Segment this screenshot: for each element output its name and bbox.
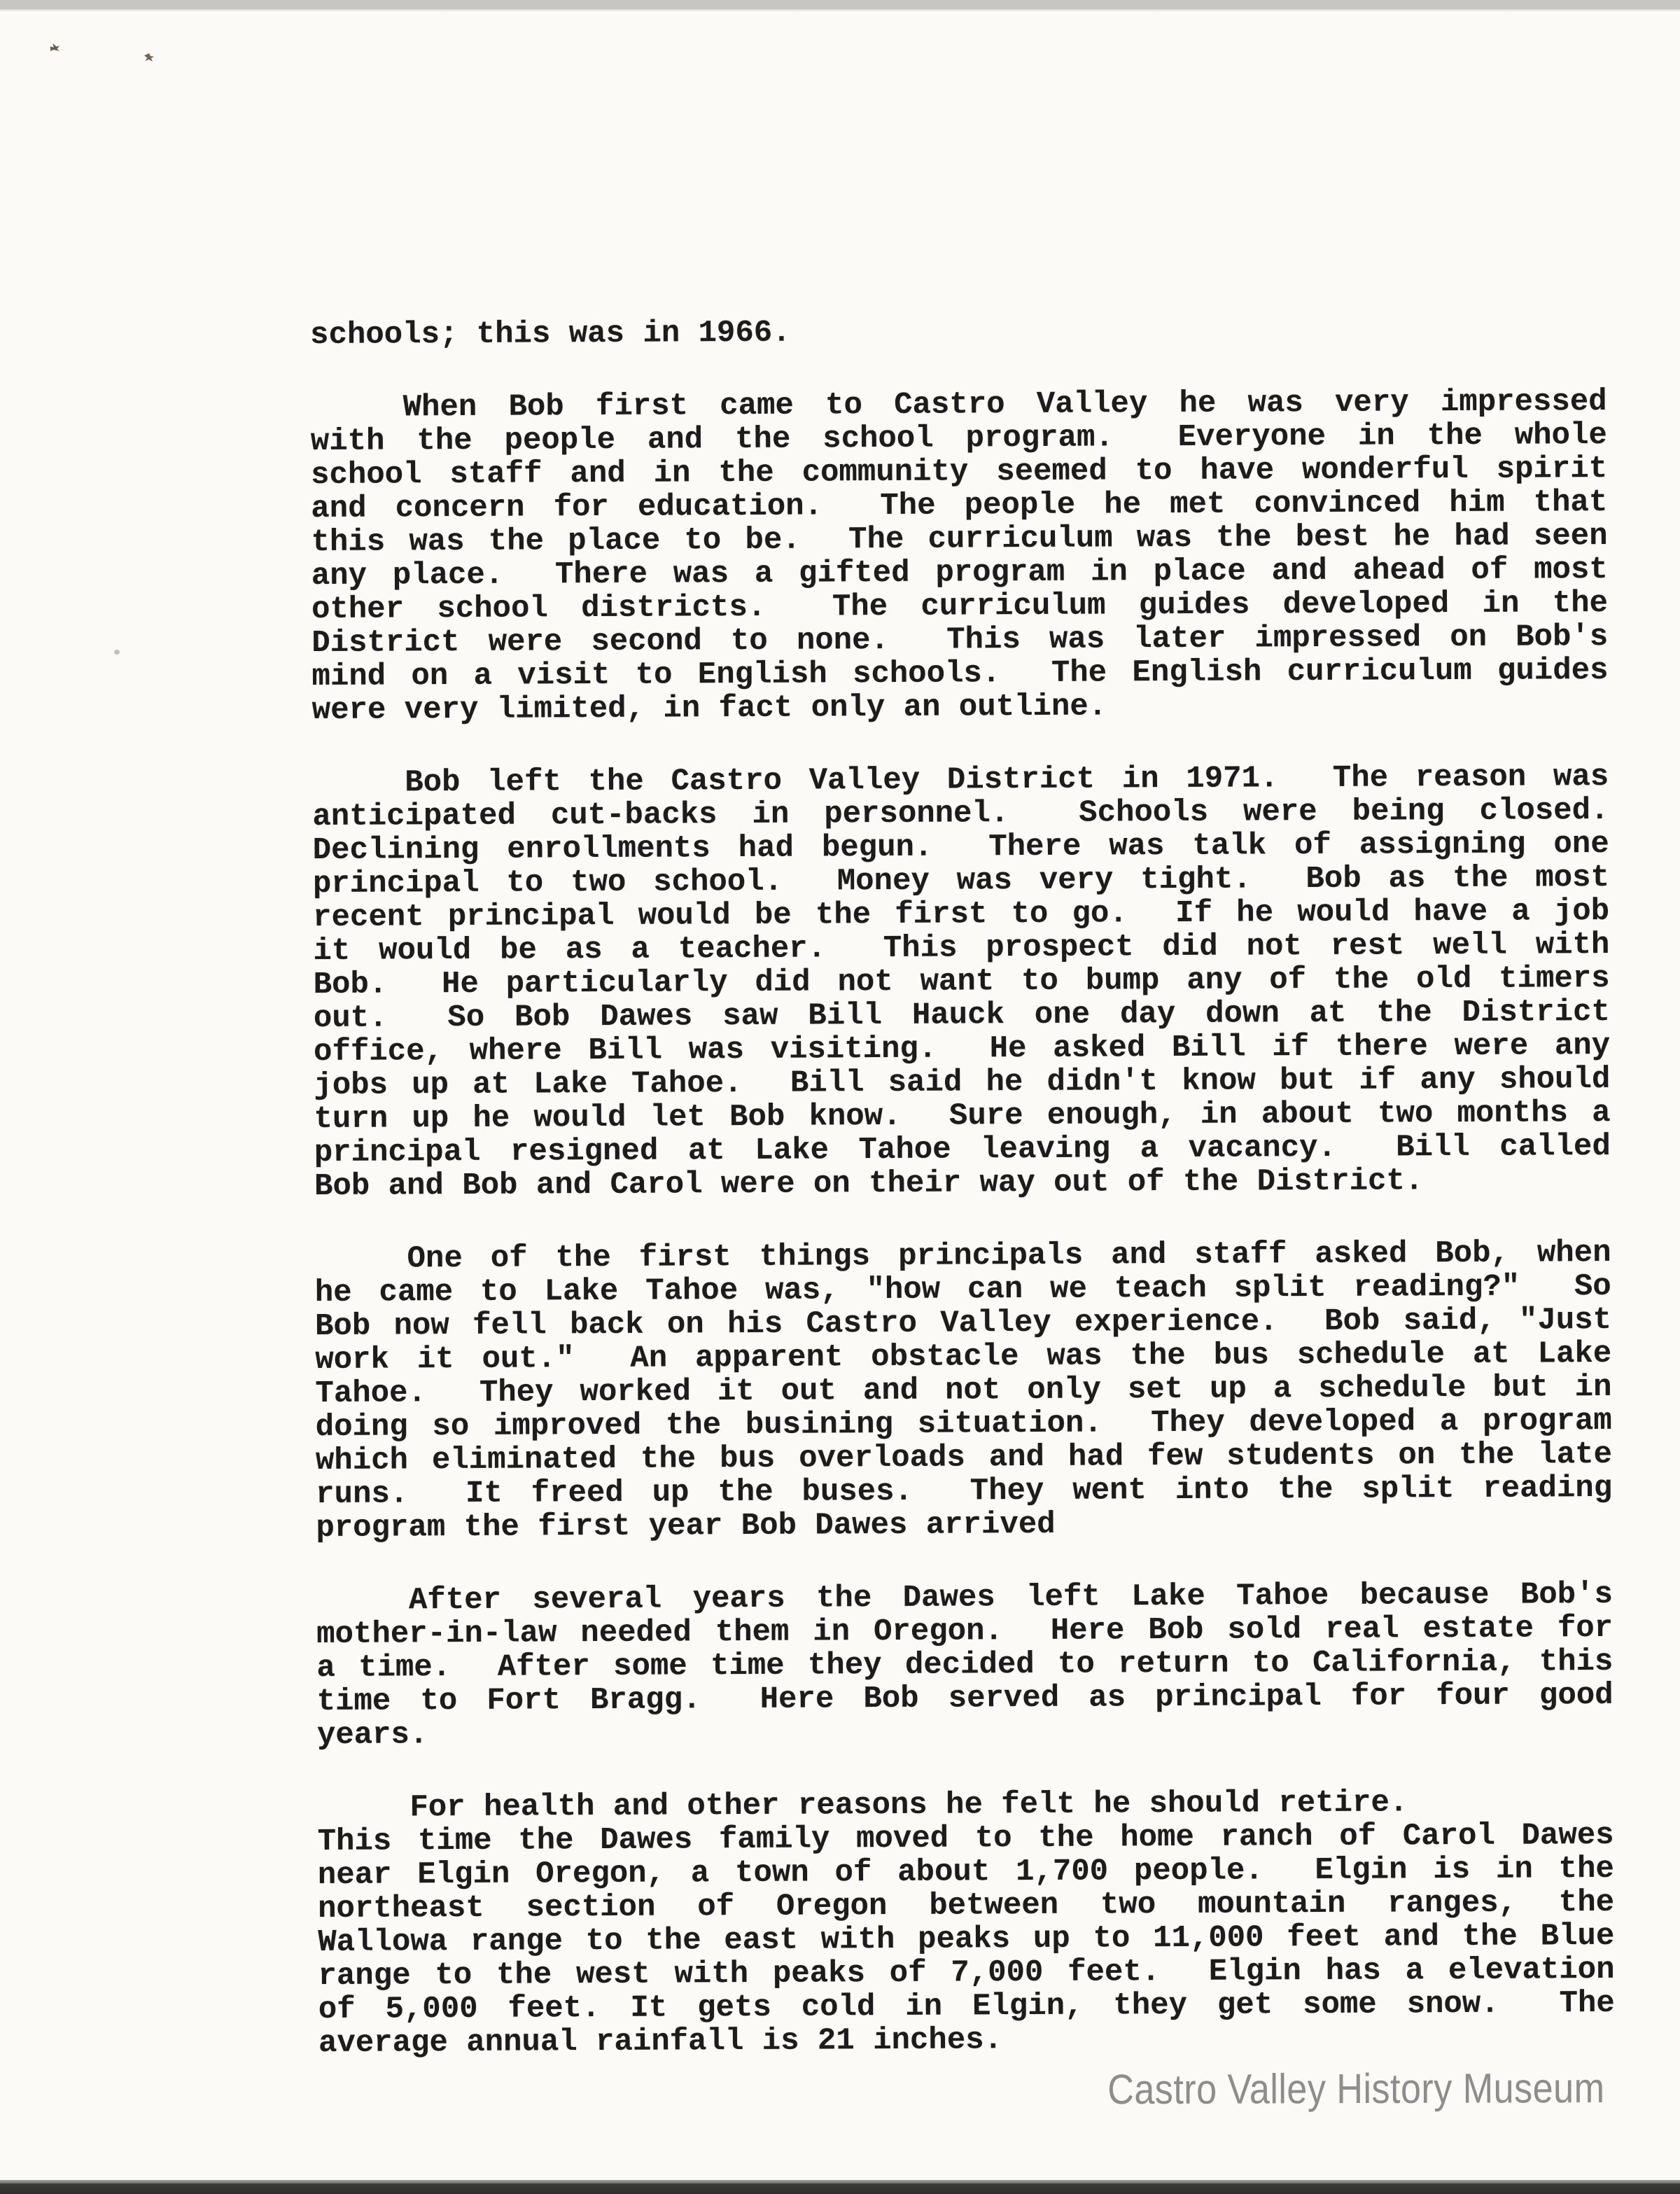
text-line: and concern for education. The people he met convinced him that xyxy=(311,484,1608,526)
text-line: range to the west with peaks of 7,000 feet. Elgin has a elevation xyxy=(318,1952,1615,1994)
text-line: out. So Bob Dawes saw Bill Hauck one day down at the District xyxy=(313,994,1610,1036)
text-line: any place. There was a gifted program in place and ahead of most xyxy=(311,552,1608,594)
text-line: principal to two school. Money was very tight. Bob as the most xyxy=(312,860,1610,902)
text-line: Bob left the Castro Valley District in 1971. The reason was xyxy=(405,759,1609,801)
paragraph xyxy=(312,760,1611,1203)
text-line: runs. It freed up the buses. They went into the split reading xyxy=(316,1470,1613,1512)
scan-top-edge xyxy=(0,0,1680,9)
text-line: Bob now fell back on his Castro Valley experience. Bob said, "Just xyxy=(314,1302,1612,1344)
paragraph xyxy=(316,1578,1614,1752)
text-line: near Elgin Oregon, a town of about 1,700 people. Elgin is in the xyxy=(317,1851,1614,1893)
paragraph xyxy=(311,385,1609,727)
typewritten-text-block xyxy=(310,312,1615,2060)
text-line: turn up he would let Bob know. Sure enough, in about two months a xyxy=(314,1095,1611,1137)
text-line: doing so improved the busining situation. They developed a program xyxy=(315,1403,1612,1445)
text-line: anticipated cut-backs in personnel. Schools were being closed. xyxy=(312,792,1609,834)
text-line: time to Fort Bragg. Here Bob served as principal for four good xyxy=(316,1677,1614,1719)
text-line: which eliminated the bus overloads and had few students on the late xyxy=(315,1437,1613,1479)
text-line: he came to Lake Tahoe was, "how can we teach split reading?" So xyxy=(314,1269,1611,1311)
text-line: other school districts. The curriculum guides developed in the xyxy=(311,585,1609,627)
text-line: After several years the Dawes left Lake Tahoe because Bob's xyxy=(408,1577,1614,1619)
text-line: program the first year Bob Dawes arrived xyxy=(316,1507,1056,1546)
text-line: this was the place to be. The curriculum was the best he had seen xyxy=(311,518,1608,560)
scan-bottom-edge xyxy=(0,2180,1680,2194)
text-line: with the people and the school program. Everyone in the whole xyxy=(310,417,1607,459)
paragraph xyxy=(317,1785,1615,2060)
text-line: Tahoe. They worked it out and not only set up a schedule but in xyxy=(315,1369,1612,1411)
text-line: jobs up at Lake Tahoe. Bill said he didn't know but if any should xyxy=(314,1061,1611,1103)
text-line: One of the first things principals and staff asked Bob, when xyxy=(407,1235,1611,1277)
text-line: schools; this was in 1966. xyxy=(309,315,791,353)
text-line: it would be as a teacher. This prospect did not rest well with xyxy=(313,927,1610,969)
text-line: northeast section of Oregon between two mountain ranges, the xyxy=(317,1885,1615,1927)
paragraph xyxy=(314,1236,1612,1545)
text-line: Bob and Bob and Carol were on their way out of the District. xyxy=(314,1164,1424,1204)
text-line: work it out." An apparent obstacle was the bus schedule at Lake xyxy=(315,1336,1612,1378)
text-line: mother-in-law needed them in Oregon. Here Bob sold real estate for xyxy=(316,1610,1614,1652)
paper-speck xyxy=(114,650,120,655)
text-line: For health and other reasons he felt he should retire. xyxy=(410,1785,1408,1826)
text-line: Declining enrollments had begun. There was talk of assigning one xyxy=(312,826,1609,868)
text-line: When Bob first came to Castro Valley he was very impressed xyxy=(402,384,1607,426)
paragraph xyxy=(310,312,1606,352)
text-line: office, where Bill was visiting. He asked Bill if there were any xyxy=(313,1028,1611,1070)
text-line: principal resigned at Lake Tahoe leaving a vacancy. Bill called xyxy=(314,1129,1611,1171)
text-line: mind on a visit to English schools. The English curriculum guides xyxy=(312,652,1609,694)
text-line: This time the Dawes family moved to the home ranch of Carol Dawes xyxy=(317,1817,1614,1859)
text-line: of 5,000 feet. It gets cold in Elgin, they get some snow. The xyxy=(318,1985,1615,2027)
text-line: recent principal would be the first to go. If he would have a job xyxy=(313,893,1610,935)
text-line: years. xyxy=(316,1717,428,1753)
paper-speck xyxy=(144,53,154,62)
paper-speck xyxy=(50,43,59,51)
text-line: school staff and in the community seemed to have wonderful spirit xyxy=(310,451,1608,493)
text-line: were very limited, in fact only an outline. xyxy=(312,689,1107,728)
text-line: a time. After some time they decided to return to California, this xyxy=(316,1644,1614,1686)
text-line: average annual rainfall is 21 inches. xyxy=(318,2022,1003,2061)
text-line: Bob. He particularly did not want to bump any of the old timers xyxy=(313,960,1610,1002)
museum-watermark: Castro Valley History Museum xyxy=(1107,2064,1605,2113)
text-line: Wallowa range to the east with peaks up to 11,000 feet and the Blue xyxy=(318,1918,1615,1960)
text-line: District were second to none. This was later impressed on Bob's xyxy=(312,619,1609,661)
